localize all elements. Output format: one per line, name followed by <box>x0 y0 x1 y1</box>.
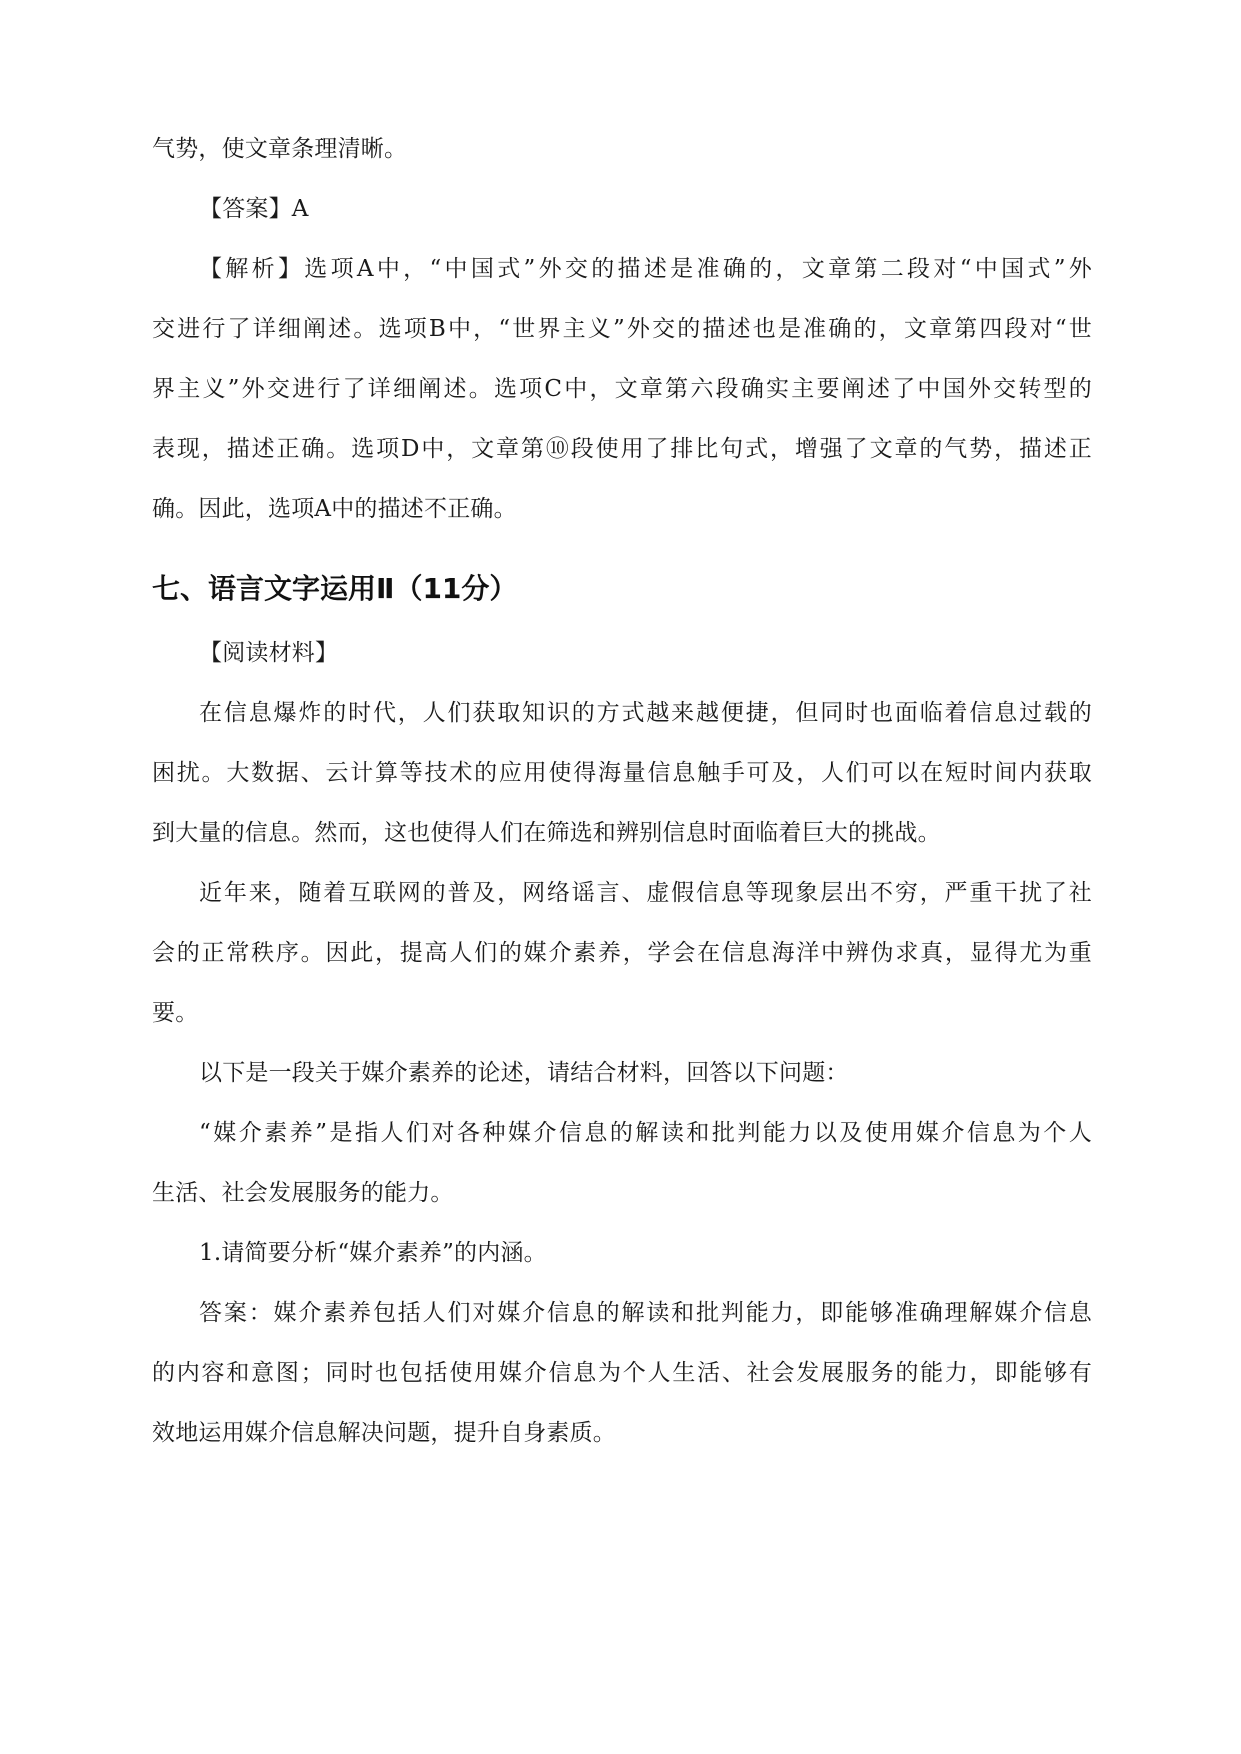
paragraph-line: 近年来，随着互联网的普及，网络谣言、虚假信息等现象层出不穷，严重干扰了社 <box>199 880 1092 906</box>
paragraph-line: 要。 <box>152 1000 199 1026</box>
analysis-line: 交进行了详细阐述。选项B中，“世界主义”外交的描述也是准确的，文章第四段对“世 <box>152 316 1092 342</box>
paragraph-line: 会的正常秩序。因此，提高人们的媒介素养，学会在信息海洋中辨伪求真，显得尤为重 <box>152 940 1092 966</box>
paragraph-line: 困扰。大数据、云计算等技术的应用使得海量信息触手可及，人们可以在短时间内获取 <box>152 760 1092 786</box>
answer-1-line: 效地运用媒介信息解决问题，提升自身素质。 <box>152 1420 616 1446</box>
definition-line: “媒介素养”是指人们对各种媒介信息的解读和批判能力以及使用媒介信息为个人 <box>199 1120 1092 1146</box>
answer-1-line: 的内容和意图；同时也包括使用媒介信息为个人生活、社会发展服务的能力，即能够有 <box>152 1360 1092 1386</box>
reading-material-label: 【阅读材料】 <box>199 640 339 666</box>
paragraph-line: 到大量的信息。然而，这也使得人们在筛选和辨别信息时面临着巨大的挑战。 <box>152 820 941 846</box>
definition-line: 生活、社会发展服务的能力。 <box>152 1180 454 1206</box>
answer-line: 【答案】A <box>199 196 309 222</box>
section-heading: 七、语言文字运用Ⅱ（11分） <box>152 572 518 605</box>
analysis-line: 确。因此，选项A中的描述不正确。 <box>152 496 517 522</box>
analysis-line: 表现，描述正确。选项D中，文章第⑩段使用了排比句式，增强了文章的气势，描述正 <box>152 436 1092 462</box>
analysis-line: 【解析】选项A中，“中国式”外交的描述是准确的，文章第二段对“中国式”外 <box>199 256 1092 282</box>
continued-text-line: 气势，使文章条理清晰。 <box>152 136 408 162</box>
paragraph-line: 在信息爆炸的时代，人们获取知识的方式越来越便捷，但同时也面临着信息过载的 <box>199 700 1092 726</box>
analysis-line: 界主义”外交进行了详细阐述。选项C中，文章第六段确实主要阐述了中国外交转型的 <box>152 376 1092 402</box>
question-prompt: 以下是一段关于媒介素养的论述，请结合材料，回答以下问题： <box>199 1060 849 1086</box>
answer-1-line: 答案：媒介素养包括人们对媒介信息的解读和批判能力，即能够准确理解媒介信息 <box>199 1300 1092 1326</box>
question-1: 1.请简要分析“媒介素养”的内涵。 <box>199 1240 547 1266</box>
